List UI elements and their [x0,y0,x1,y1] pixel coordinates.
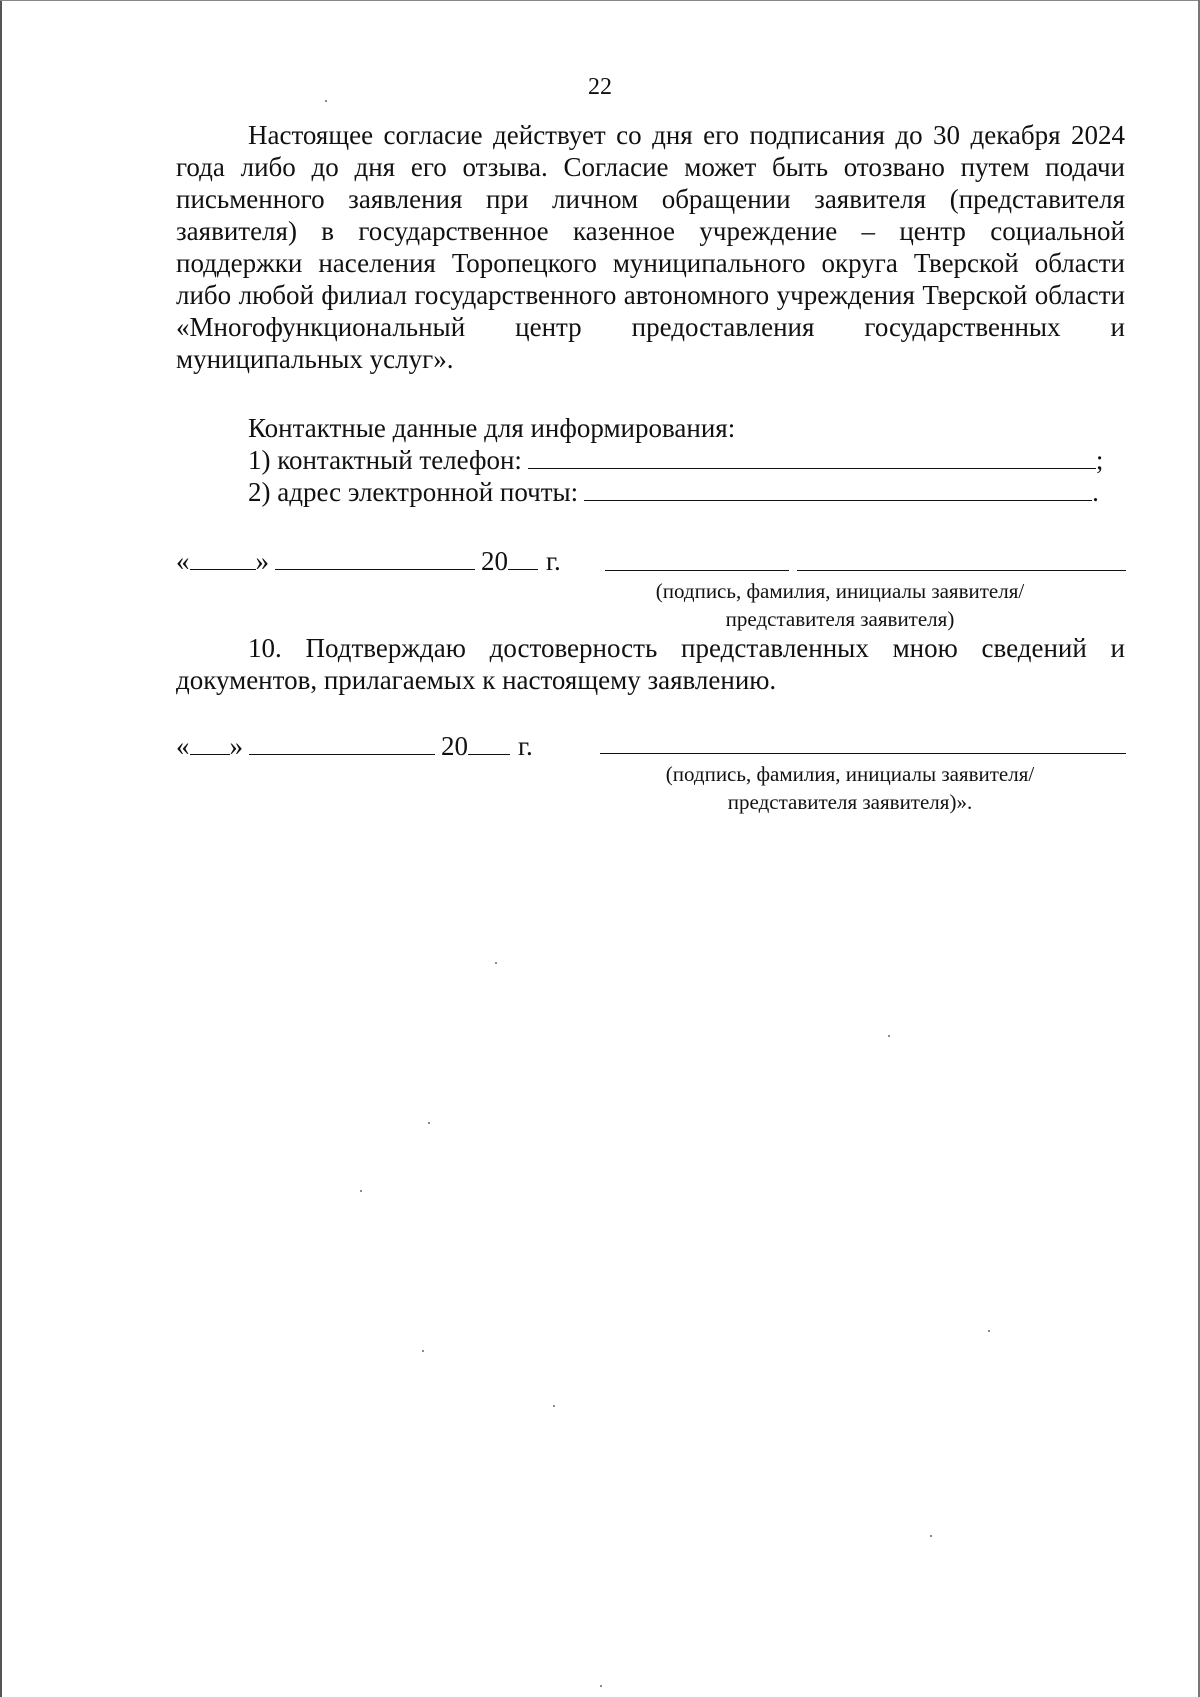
email-field-line[interactable] [584,478,1092,501]
scan-speck [325,100,327,102]
scan-speck [422,1350,424,1352]
phone-row [248,444,1128,476]
scan-edge-top [0,0,1200,1]
open-quote: « [176,546,190,576]
year-suffix: г. [546,546,561,576]
signature-caption-2: (подпись, фамилия, инициалы заявителя/ представителя заявителя)». [665,762,1035,814]
scan-speck [888,1035,890,1037]
open-quote: « [176,731,190,761]
contacts-block [248,412,1128,508]
month-field[interactable] [275,549,475,570]
close-quote: » [229,731,243,761]
phone-label: 1) контактный телефон: [248,445,522,475]
year-prefix: 20 [441,731,468,761]
month-field[interactable] [249,734,435,755]
email-label: 2) адрес электронной почты: [248,477,579,507]
year-suffix: г. [518,731,533,761]
scan-speck [553,1405,555,1407]
scan-speck [600,1685,602,1687]
contacts-heading: Контактные данные для информирования: [248,413,736,443]
date-row-2 [176,731,533,762]
consent-paragraph: Настоящее согласие действует со дня его подписания до 30 декабря 2024 года либо до дня его отзыва. Согласие может быть отозвано путем подачи письменного заявления при личном обращении заявителя (представителя заявителя) в государственное казенное учреждение – центр социальной поддержки населения Торопецкого муниципального округа Тверской области либо любой филиал государственного автономного учреждения Тверской области «Многофункциональный центр предоставления государственных и муниципальных услуг». [176,120,1125,374]
scan-speck [988,1330,990,1332]
confirmation-paragraph: 10. Подтверждаю достоверность представленных мною сведений и документов, прилагаемых к настоящему заявлению. [176,633,1125,695]
page-number: 22 [588,74,612,100]
signature-caption-1: (подпись, фамилия, инициалы заявителя/ представителя заявителя) [655,579,1025,631]
signature-field-1[interactable] [605,569,789,571]
day-field[interactable] [190,549,256,570]
phone-field-line[interactable] [528,446,1096,469]
date-row-1 [176,546,561,577]
email-end: . [1092,477,1099,507]
year-field[interactable] [508,549,538,570]
scan-speck [360,1190,362,1192]
close-quote: » [255,546,269,576]
phone-end: ; [1095,445,1104,475]
scan-speck [495,962,497,964]
scan-speck [428,1122,430,1124]
day-field[interactable] [190,734,230,755]
year-prefix: 20 [481,546,508,576]
scan-edge-left [0,0,2,1697]
email-row [248,476,1128,508]
name-field-1[interactable] [797,569,1126,571]
signature-field-2[interactable] [600,752,1126,754]
scan-speck [930,1535,932,1537]
year-field[interactable] [468,734,510,755]
